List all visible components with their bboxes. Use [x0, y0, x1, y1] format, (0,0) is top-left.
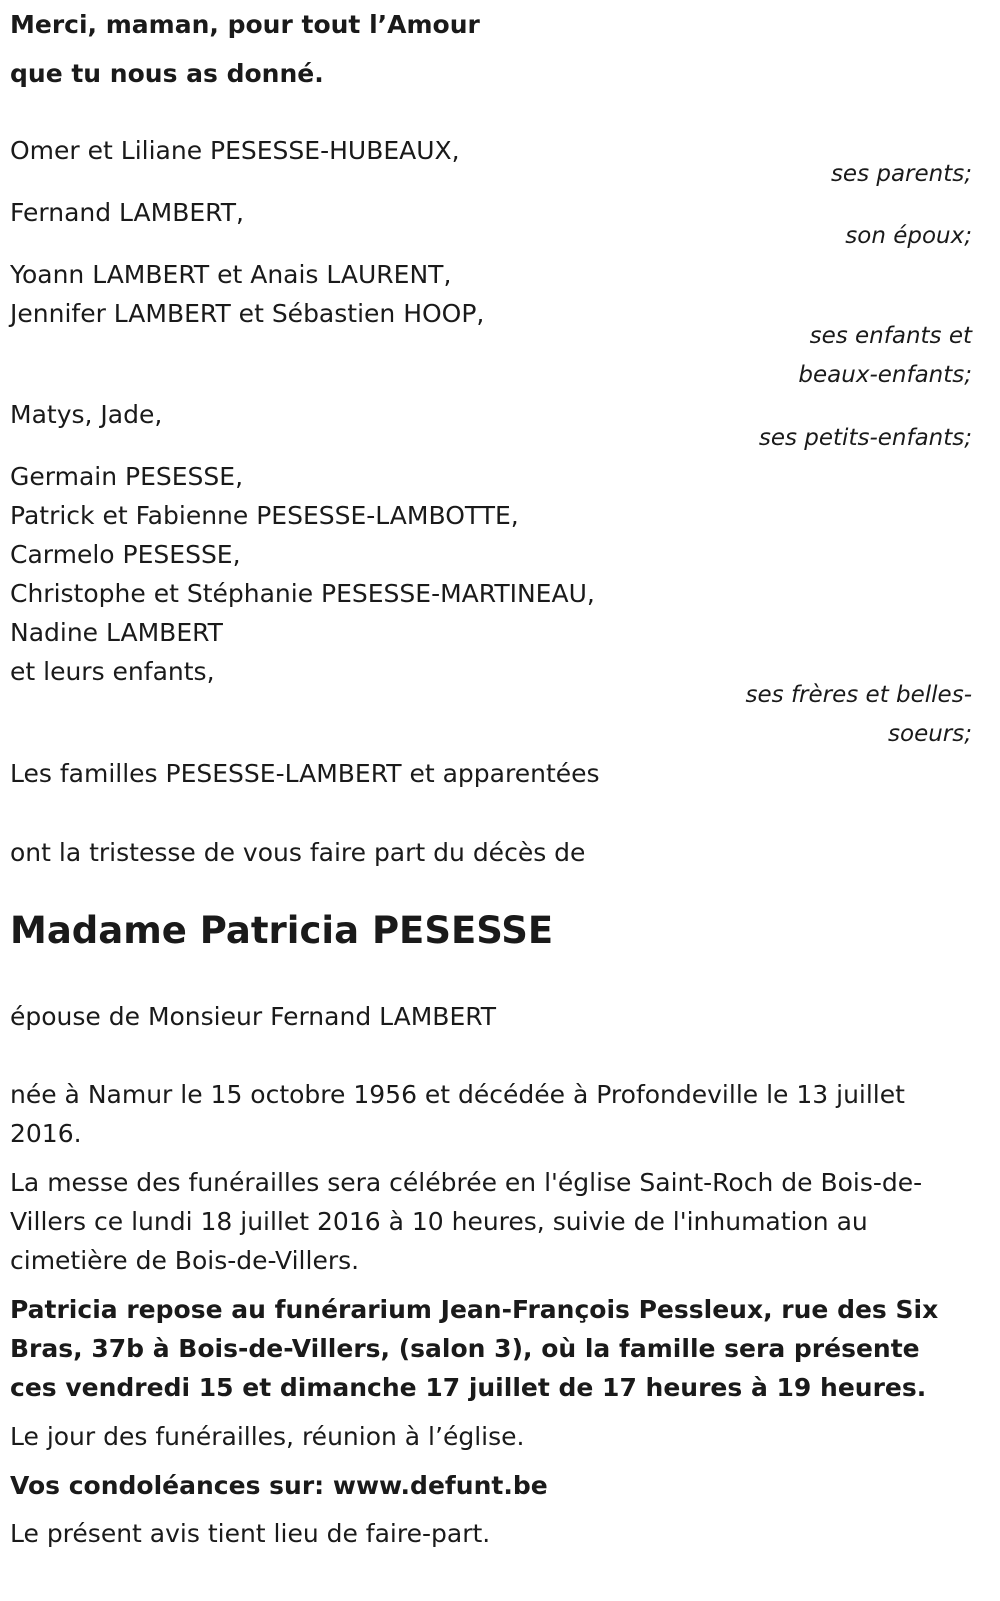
header-line-1: Merci, maman, pour tout l’Amour	[10, 10, 480, 39]
funeral-meeting	[10, 1417, 524, 1456]
family-name-line: Christophe et Stéphanie PESESSE-MARTINEAU,	[10, 579, 595, 608]
family-name-line: Germain PESESSE,	[10, 462, 244, 491]
family-name-line: Nadine LAMBERT	[10, 618, 223, 647]
grandchildren-relation: ses petits-enfants;	[758, 425, 972, 451]
families-text: Les familles PESESSE-LAMBERT et apparentées	[10, 759, 600, 788]
header-dedication	[10, 5, 480, 93]
siblings-relation	[746, 676, 972, 754]
announcement-text: ont la tristesse de vous faire part du décès de	[10, 838, 586, 867]
birth-death: née à Namur le 15 octobre 1956 et décédée à Profondeville le 13 juillet 2016.	[10, 1080, 905, 1148]
announcement	[10, 833, 585, 872]
relation-line: beaux-enfants;	[798, 362, 972, 388]
relation-line: soeurs;	[888, 721, 972, 747]
parents-names	[10, 131, 460, 170]
funeral-mass: La messe des funérailles sera célébrée en l'église Saint-Roch de Bois-de-Villers ce lundi 18 juillet 2016 à 10 heures, suivie de l'inhumation au cimetière de Bois-de-Villers.	[10, 1168, 923, 1275]
family-name-line: et leurs enfants,	[10, 657, 215, 686]
families-line	[10, 754, 600, 793]
condolences	[10, 1466, 548, 1505]
notice	[10, 1514, 490, 1553]
children-names	[10, 255, 484, 333]
grandchildren-names	[10, 395, 162, 434]
family-name-line: Matys, Jade,	[10, 400, 163, 429]
children-relation	[798, 317, 972, 395]
family-name-line: Omer et Liliane PESESSE-HUBEAUX,	[10, 136, 460, 165]
parents-relation: ses parents;	[830, 161, 972, 187]
relation-line: ses frères et belles-	[745, 682, 972, 708]
family-name-line: Patrick et Fabienne PESESSE-LAMBOTTE,	[10, 501, 519, 530]
family-name-line: Carmelo PESESSE,	[10, 540, 241, 569]
spouse-names	[10, 193, 244, 232]
notice-text: Le présent avis tient lieu de faire-part.	[10, 1519, 491, 1548]
funerarium-info: Patricia repose au funérarium Jean-François Pessleux, rue des Six Bras, 37b à Bois-de-Villers, (salon 3), où la famille sera présente ces vendredi 15 et dimanche 17 juillet de 17 heures à 19 heures.	[10, 1295, 939, 1402]
deceased-spouse-of	[10, 997, 496, 1036]
header-line-2: que tu nous as donné.	[10, 59, 324, 88]
condolences-text: Vos condoléances sur: www.defunt.be	[10, 1471, 548, 1500]
spouse-relation: son époux;	[845, 223, 972, 249]
family-name-line: Fernand LAMBERT,	[10, 198, 244, 227]
family-name-line: Jennifer LAMBERT et Sébastien HOOP,	[10, 299, 485, 328]
spouse-of-text: épouse de Monsieur Fernand LAMBERT	[10, 1002, 497, 1031]
relation-line: ses enfants et	[809, 323, 972, 349]
meeting-text: Le jour des funérailles, réunion à l’église.	[10, 1422, 525, 1451]
deceased-name: Madame Patricia PESESSE	[10, 909, 554, 952]
siblings-names	[10, 457, 595, 691]
family-name-line: Yoann LAMBERT et Anais LAURENT,	[10, 260, 452, 289]
